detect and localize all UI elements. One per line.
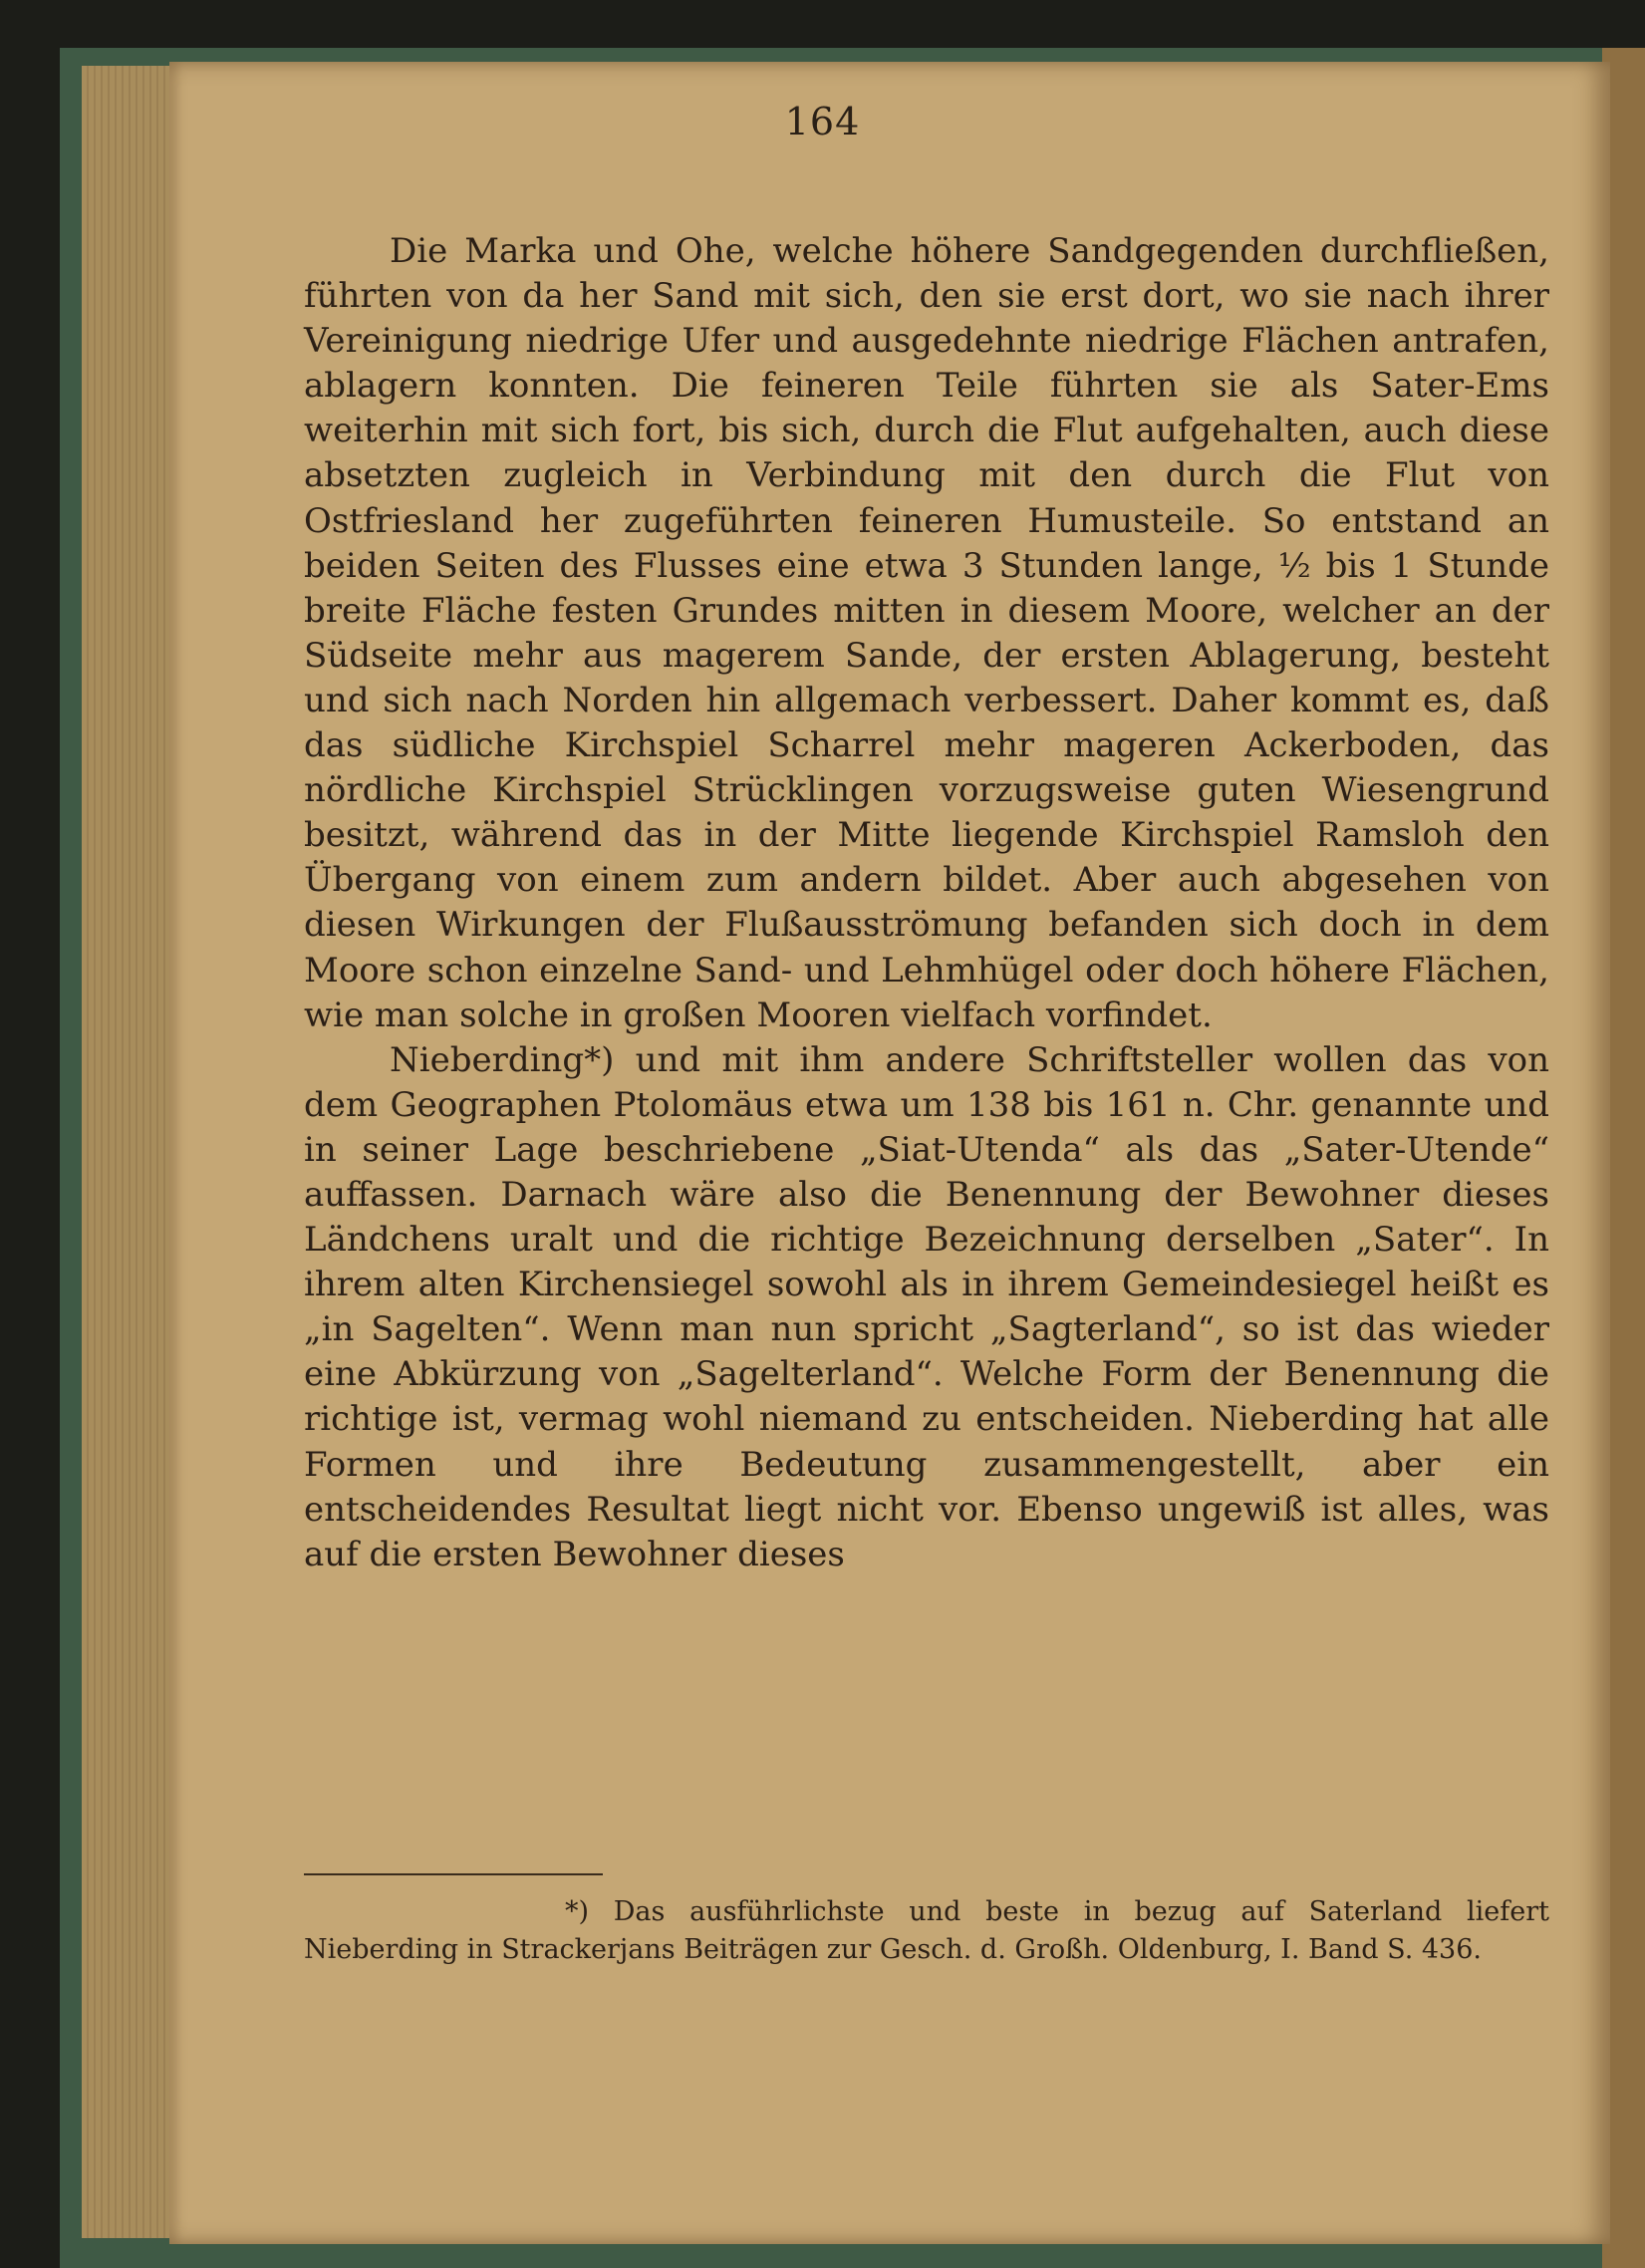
footnote-divider	[304, 1873, 603, 1875]
footnote: *) Das ausführlichste und beste in bezug auf Saterland liefert Nieberding in Strackerjans Beiträgen zur Gesch. d. Großh. Oldenburg, I. Band S. 436.	[304, 1896, 1549, 1965]
body-text	[304, 229, 1549, 1577]
paragraph-2: Nieberding*) und mit ihm andere Schriftsteller wollen das von dem Geographen Ptolomäus etwa um 138 bis 161 n. Chr. genannte und in seiner Lage beschriebene „Siat-Utenda“ als das „Sater-Utende“ auffassen. Darnach wäre also die Benennung der Bewohner dieses Ländchens uralt und die richtige Bezeichnung derselben „Sater“. In ihrem alten Kirchensiegel sowohl als in ihrem Gemeindesiegel heißt es „in Sagelten“. Wenn man nun spricht „Sagterland“, so ist das wieder eine Abkürzung von „Sagelterland“. Welche Form der Benennung die richtige ist, vermag wohl niemand zu entscheiden. Nieberding hat alle Formen und ihre Bedeutung zusammengestellt, aber ein entscheidendes Resultat liegt nicht vor. Ebenso ungewiß ist alles, was auf die ersten Bewohner dieses	[304, 1039, 1549, 1574]
page-number: 164	[784, 100, 861, 143]
paragraph-1: Die Marka und Ohe, welche höhere Sandgegenden durchfließen, führten von da her Sand mit sich, den sie erst dort, wo sie nach ihrer Vereinigung niedrige Ufer und ausgedehnte niedrige Flächen antrafen, ablagern konnten. Die feineren Teile führten sie als Sater-Ems weiterhin mit sich fort, bis sich, durch die Flut aufgehalten, auch diese absetzten zugleich in Verbindung mit den durch die Flut von Ostfriesland her zugeführten feineren Humusteile. So entstand an beiden Seiten des Flusses eine etwa 3 Stunden lange, ½ bis 1 Stunde breite Fläche festen Grundes mitten in diesem Moore, welcher an der Südseite mehr aus magerem Sande, der ersten Ablagerung, besteht und sich nach Norden hin allgemach verbessert. Daher kommt es, daß das südliche Kirchspiel Scharrel mehr mageren Ackerboden, das nördliche Kirchspiel Strücklingen vorzugsweise guten Wiesengrund besitzt, während das in der Mitte liegende Kirchspiel Ramsloh den Übergang von einem zum andern bildet. Aber auch abgesehen von diesen Wirkungen der Flußausströmung befanden sich doch in dem Moore schon einzelne Sand- und Lehmhügel oder doch höhere Flächen, wie man solche in großen Mooren vielfach vorfindet.	[304, 231, 1549, 1035]
